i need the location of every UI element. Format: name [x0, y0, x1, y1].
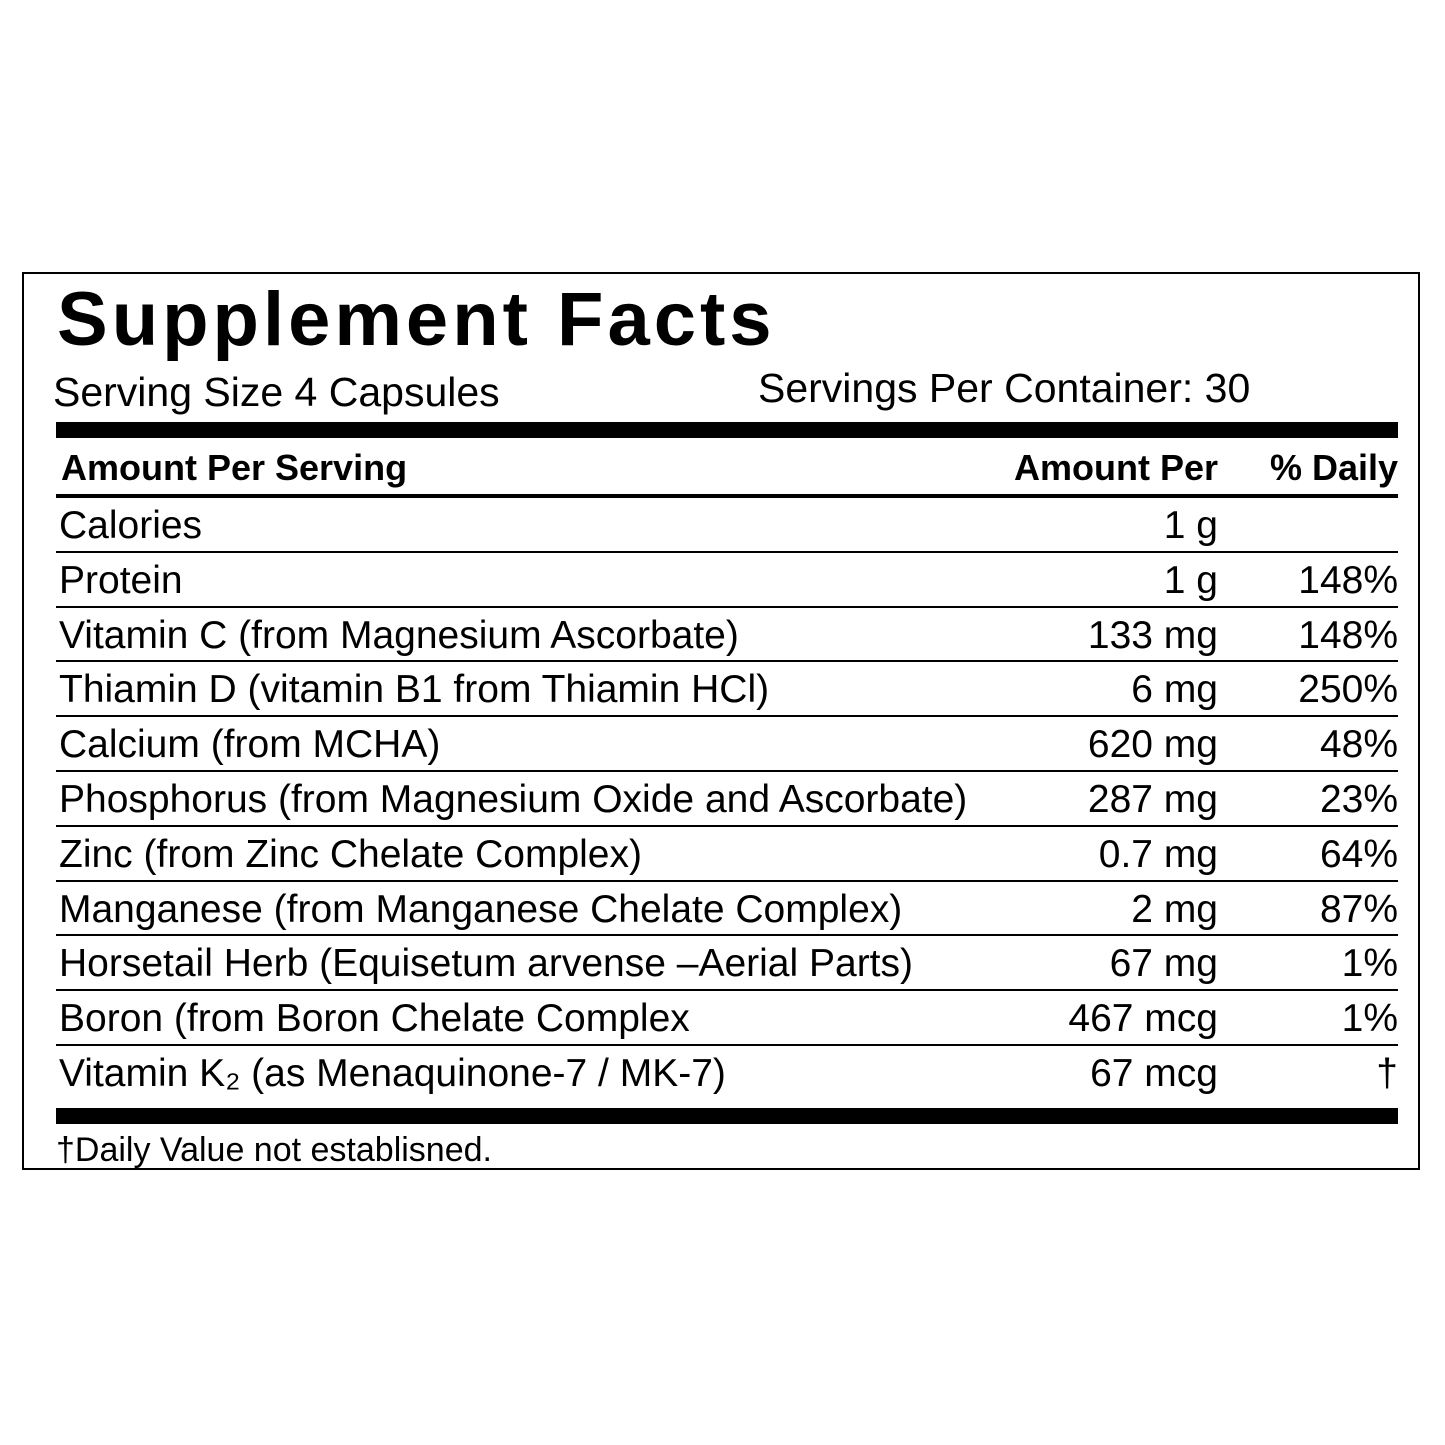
nutrient-amount: 287 mg	[1087, 777, 1218, 821]
nutrient-name: Vitamin K₂ (as Menaquinone-7 / MK-7)	[59, 1051, 726, 1095]
table-row	[56, 991, 1398, 1046]
nutrient-daily-value: 250%	[1298, 668, 1398, 712]
nutrient-amount: 2 mg	[1131, 887, 1218, 931]
nutrient-name: Calories	[59, 504, 203, 547]
nutrient-name: Protein	[59, 558, 183, 602]
nutrient-name: Horsetail Herb (Equisetum arvense –Aerial Parts)	[59, 942, 914, 986]
nutrient-name: Thiamin D (vitamin B1 from Thiamin HCl)	[59, 668, 770, 712]
nutrient-name: Phosphorus (from Magnesium Oxide and Ascorbate)	[59, 777, 968, 821]
column-header-row	[56, 438, 1398, 494]
nutrient-amount: 67 mcg	[1090, 1051, 1218, 1095]
nutrient-name: Manganese (from Manganese Chelate Complex)	[59, 887, 903, 931]
header-percent-daily: % Daily	[1269, 447, 1398, 488]
nutrient-name: Vitamin C (from Magnesium Ascorbate)	[59, 613, 739, 657]
footnote: †Daily Value not establisned.	[56, 1131, 492, 1169]
thick-divider-top	[56, 422, 1398, 438]
nutrient-amount: 6 mg	[1131, 668, 1218, 712]
nutrient-name: Calcium (from MCHA)	[59, 723, 441, 767]
nutrient-daily-value: 148%	[1298, 613, 1398, 657]
nutrient-daily-value: †	[1376, 1051, 1398, 1095]
nutrient-daily-value: 87%	[1319, 887, 1398, 931]
nutrient-daily-value: 64%	[1319, 832, 1398, 876]
table-row	[56, 717, 1398, 772]
nutrient-amount: 1 g	[1163, 558, 1218, 602]
nutrient-amount: 620 mg	[1087, 723, 1218, 767]
nutrient-daily-value: 23%	[1319, 777, 1398, 821]
nutrient-daily-value: 1%	[1341, 942, 1398, 986]
nutrient-name: Zinc (from Zinc Chelate Complex)	[59, 832, 642, 876]
nutrient-daily-value: 48%	[1319, 723, 1398, 767]
table-row	[56, 553, 1398, 608]
table-row	[56, 608, 1398, 663]
servings-per-container: Servings Per Container: 30	[758, 365, 1251, 411]
nutrient-daily-value: 1%	[1341, 997, 1398, 1041]
table-row	[56, 772, 1398, 827]
table-row	[56, 936, 1398, 991]
nutrient-daily-value: 148%	[1298, 558, 1398, 602]
nutrient-amount: 467 mcg	[1068, 997, 1218, 1041]
serving-size: Serving Size 4 Capsules	[53, 369, 500, 415]
nutrient-rows	[56, 498, 1398, 1101]
header-amount-per: Amount Per	[1013, 447, 1218, 488]
nutrient-amount: 1 g	[1163, 504, 1218, 547]
thick-divider-bottom	[56, 1108, 1398, 1124]
supplement-facts-panel	[22, 272, 1420, 1170]
table-row	[56, 882, 1398, 937]
label-title: Supplement Facts	[57, 277, 776, 362]
table-row	[56, 827, 1398, 882]
table-row	[56, 662, 1398, 717]
nutrient-name: Boron (from Boron Chelate Complex	[59, 997, 690, 1041]
table-row	[56, 1046, 1398, 1101]
nutrient-amount: 0.7 mg	[1098, 832, 1218, 876]
table-row	[56, 498, 1398, 553]
nutrient-amount: 133 mg	[1087, 613, 1218, 657]
nutrient-amount: 67 mg	[1109, 942, 1218, 986]
header-amount-per-serving: Amount Per Serving	[61, 447, 408, 488]
